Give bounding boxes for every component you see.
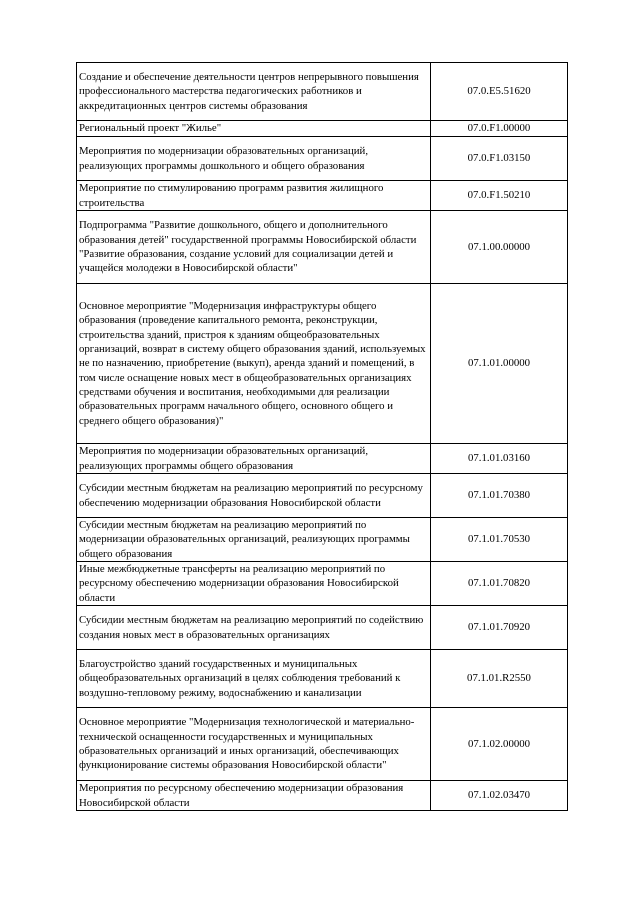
row-code: 07.1.01.70920: [431, 606, 568, 650]
row-code: 07.0.E5.51620: [431, 63, 568, 121]
row-description: Создание и обеспечение деятельности центров непрерывного повышения профессионального мастерства педагогических работников и аккредитационных центров системы образования: [77, 63, 431, 121]
row-description: Подпрограмма "Развитие дошкольного, общего и дополнительного образования детей" государственной программы Новосибирской области "Развитие образования, создание условий для социализации детей и учащейся молодежи в Новосибирской области": [77, 211, 431, 284]
row-code: 07.1.01.00000: [431, 284, 568, 444]
row-description: Благоустройство зданий государственных и муниципальных общеобразовательных организаций в целях соблюдения требований к воздушно-тепловому режиму, водоснабжению и канализации: [77, 650, 431, 708]
row-description: Мероприятия по модернизации образовательных организаций, реализующих программы общего образования: [77, 444, 431, 474]
row-description: Субсидии местным бюджетам на реализацию мероприятий по содействию создания новых мест в образовательных организациях: [77, 606, 431, 650]
table-row: [77, 606, 568, 650]
table-row: [77, 63, 568, 121]
row-code: 07.0.F1.03150: [431, 137, 568, 181]
row-code: 07.1.00.00000: [431, 211, 568, 284]
table-row: [77, 181, 568, 211]
table-row: [77, 781, 568, 811]
row-description: Субсидии местным бюджетам на реализацию мероприятий по модернизации образовательных организаций, реализующих программы общего образования: [77, 518, 431, 562]
table-row: [77, 474, 568, 518]
row-description: Основное мероприятие "Модернизация инфраструктуры общего образования (проведение капитального ремонта, реконструкции, строительства зданий, пристроя к зданиям общеобразовательных организаций, возврат в систему общего образования зданий, используемых не по назначению, приобретение (выкуп), аренда зданий и помещений, в том числе оснащение новых мест в общеобразовательных организациях средствами обучения и воспитания, необходимыми для реализации образовательных программ начального общего, основного общего и среднего общего образования)": [77, 284, 431, 444]
row-code: 07.1.02.00000: [431, 708, 568, 781]
table-row: [77, 708, 568, 781]
row-code: 07.1.01.03160: [431, 444, 568, 474]
row-description: Региональный проект "Жилье": [77, 121, 431, 137]
table-row: [77, 211, 568, 284]
row-description: Иные межбюджетные трансферты на реализацию мероприятий по ресурсному обеспечению модернизации образования Новосибирской области: [77, 562, 431, 606]
row-description: Мероприятия по модернизации образовательных организаций, реализующих программы дошкольного и общего образования: [77, 137, 431, 181]
row-code: 07.1.01.70380: [431, 474, 568, 518]
table-row: [77, 444, 568, 474]
row-description: Мероприятие по стимулированию программ развития жилищного строительства: [77, 181, 431, 211]
row-code: 07.1.01.70530: [431, 518, 568, 562]
table-row: [77, 284, 568, 444]
row-code: 07.1.02.03470: [431, 781, 568, 811]
table-row: [77, 137, 568, 181]
table-row: [77, 562, 568, 606]
row-code: 07.1.01.70820: [431, 562, 568, 606]
row-description: Субсидии местным бюджетам на реализацию мероприятий по ресурсному обеспечению модернизации образования Новосибирской области: [77, 474, 431, 518]
table-row: [77, 121, 568, 137]
table-row: [77, 518, 568, 562]
table-row: [77, 650, 568, 708]
row-code: 07.0.F1.50210: [431, 181, 568, 211]
budget-classification-table: [76, 62, 568, 811]
row-code: 07.0.F1.00000: [431, 121, 568, 137]
row-description: Мероприятия по ресурсному обеспечению модернизации образования Новосибирской области: [77, 781, 431, 811]
row-code: 07.1.01.R2550: [431, 650, 568, 708]
row-description: Основное мероприятие "Модернизация технологической и материально-технической оснащенности государственных и муниципальных образовательных организаций и иных организаций, обеспечивающих функционирование системы образования Новосибирской области": [77, 708, 431, 781]
